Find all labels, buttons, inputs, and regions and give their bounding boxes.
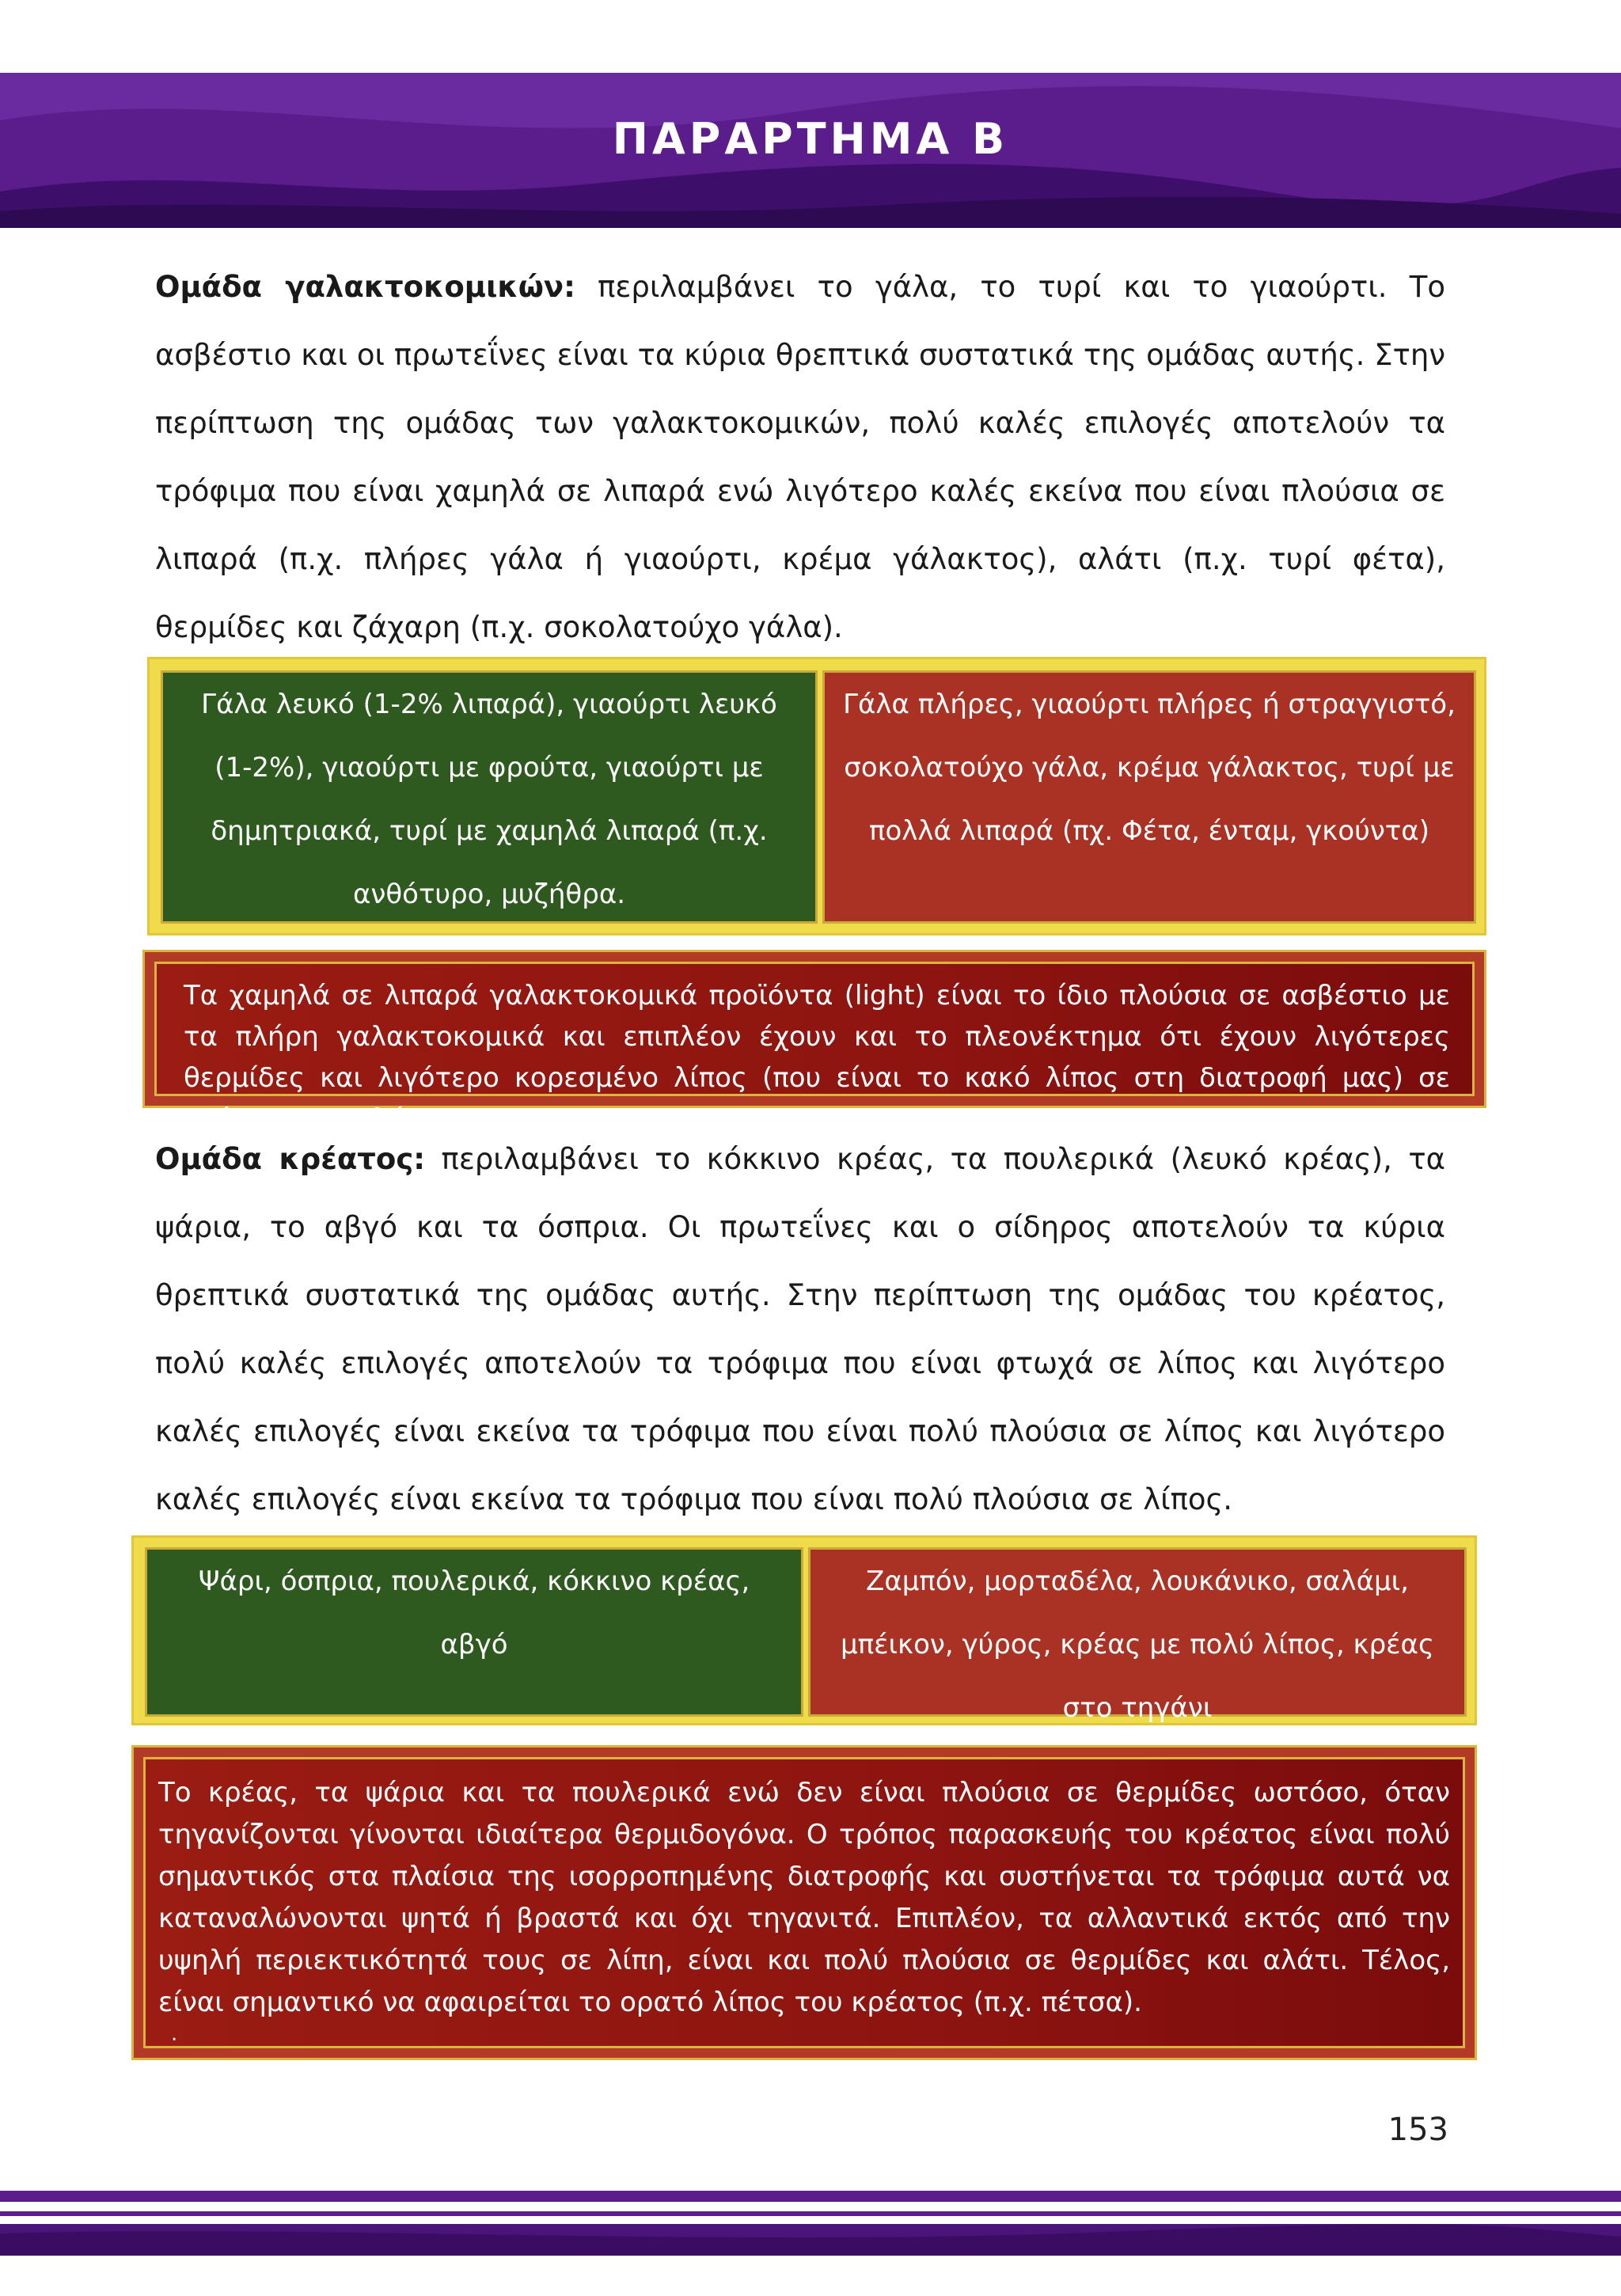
page-number: 153 (1388, 2112, 1448, 2148)
meat-note (143, 1757, 1465, 2048)
meat-less-good-choices-text: Ζαμπόν, μορταδέλα, λουκάνικο, σαλάμι, μπέικον, γύρος, κρέας με πολύ λίπος, κρέας στο τηγάνι (841, 1565, 1434, 1724)
meat-note-text: Το κρέας, τα ψάρια και τα πουλερικά ενώ δεν είναι πλούσια σε θερμίδες ωστόσο, όταν τηγανίζονται γίνονται ιδιαίτερα θερμιδογόνα. Ο τρόπος παρασκευής του κρέατος είναι πολύ σημαντικός στα πλαίσια της ισορροπημένης διατροφής και συστήνεται τα τρόφιμα αυτά να καταναλώνονται ψητά ή βραστά και όχι τηγανιτά. Επιπλέον, τα αλλαντικά εκτός από την υψηλή περιεκτικότητά τους σε λίπη, είναι και πολύ πλούσια σε θερμίδες και αλάτι. Τέλος, είναι σημαντικό να αφαιρείται το ορατό λίπος του κρέατος (π.χ. πέτσα). (158, 1777, 1450, 2018)
header-banner (0, 73, 1621, 228)
meat-note-frame (131, 1745, 1477, 2060)
dairy-note (154, 962, 1475, 1135)
meat-label: Ομάδα κρέατος: (155, 1142, 426, 1176)
dairy-good-choices (161, 670, 818, 924)
dairy-good-choices-text: Γάλα λευκό (1-2% λιπαρά), γιαούρτι λευκό (1-2%), γιαούρτι με φρούτα, γιαούρτι με δημητριακά, τυρί με χαμηλά λιπαρά (π.χ. ανθότυρο, μυζήθρα. (201, 689, 777, 910)
meat-text: περιλαμβάνει το κόκκινο κρέας, τα πουλερικά (λευκό κρέας), τα ψάρια, το αβγό και τα όσπρια. Οι πρωτεΐνες και ο σίδηρος αποτελούν τα κύρια θρεπτικά συστατικά της ομάδας αυτής. Στην περίπτωση της ομάδας του κρέατος, πολύ καλές επιλογές αποτελούν τα τρόφιμα που είναι φτωχά σε λίπος και λιγότερο καλές επιλογές είναι εκείνα τα τρόφιμα που είναι πολύ πλούσια σε λίπος και λιγότερο καλές επιλογές είναι εκείνα τα τρόφιμα που είναι πολύ πλούσια σε λίπος. (155, 1142, 1445, 1516)
meat-paragraph (155, 1125, 1445, 1534)
meat-good-choices-text: Ψάρι, όσπρια, πουλερικά, κόκκινο κρέας, αβγό (198, 1565, 750, 1660)
meat-choices-frame (131, 1535, 1477, 1725)
dairy-note-text: Τα χαμηλά σε λιπαρά γαλακτοκομικά προϊόντα (light) είναι το ίδιο πλούσια σε ασβέστιο με τα πλήρη γαλακτοκομικά και επιπλέον έχουν και το πλεονέκτημα ότι έχουν λιγότερες θερμίδες και λιγότερο κορεσμένο λίπος (που είναι το κακό λίπος στη διατροφή μας) σε σχέση με τα πλήρη. (184, 980, 1450, 1135)
meat-less-good-choices (808, 1547, 1467, 1724)
dairy-paragraph (155, 253, 1445, 662)
page-title: ΠΑΡΑΡΤΗΜΑ Β (612, 114, 1009, 164)
footer-stripes (0, 2184, 1621, 2293)
dairy-label: Ομάδα γαλακτοκομικών: (155, 270, 575, 304)
meat-good-choices (145, 1547, 803, 1717)
dairy-text: περιλαμβάνει το γάλα, το τυρί και το γιαούρτι. Το ασβέστιο και οι πρωτεΐνες είναι τα κύρια θρεπτικά συστατικά της ομάδας αυτής. Στην περίπτωση της ομάδας των γαλακτοκομικών, πολύ καλές επιλογές αποτελούν τα τρόφιμα που είναι χαμηλά σε λιπαρά ενώ λιγότερο καλές εκείνα που είναι πλούσια σε λιπαρά (π.χ. πλήρες γάλα ή γιαούρτι, κρέμα γάλακτος), αλάτι (π.χ. τυρί φέτα), θερμίδες και ζάχαρη (π.χ. σοκολατούχο γάλα). (155, 270, 1445, 644)
dairy-less-good-choices-text: Γάλα πλήρες, γιαούρτι πλήρες ή στραγγιστό, σοκολατούχο γάλα, κρέμα γάλακτος, τυρί με πολλά λιπαρά (πχ. Φέτα, ένταμ, γκούντα) (843, 689, 1456, 847)
dairy-choices-frame (147, 657, 1486, 935)
dairy-note-frame (142, 950, 1486, 1135)
footer-banner (0, 2184, 1621, 2293)
meat-note-trailing-mark: . (171, 2022, 178, 2046)
dairy-less-good-choices (822, 670, 1476, 924)
